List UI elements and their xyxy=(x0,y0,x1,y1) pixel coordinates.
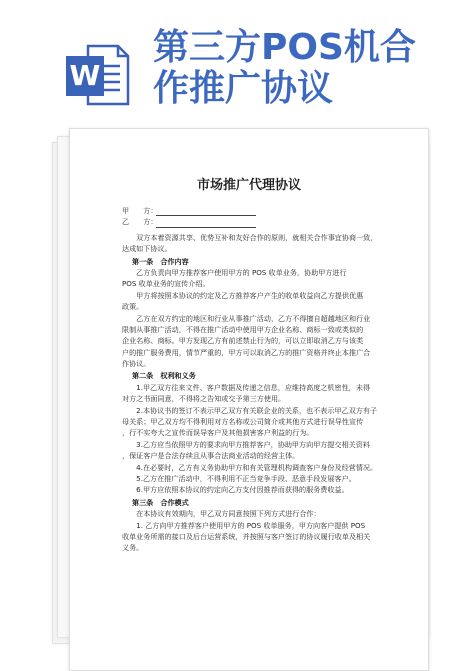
body-line: 收单业务所需的接口及后台运营系统，并按照与客户签订的协议履行收单及相关 xyxy=(122,531,371,541)
body-line: 义务。 xyxy=(122,543,144,553)
party-a-label: 甲 方： xyxy=(122,205,158,215)
document-body xyxy=(122,205,384,554)
banner xyxy=(0,0,474,128)
body-line: 在本协议有效期内，甲乙双方同意按照下列方式进行合作： xyxy=(122,509,321,519)
body-line: 政策。 xyxy=(122,302,144,312)
body-line: 限制从事推广活动，不得在推广活动中使用甲方企业名称、商标一致或类似的 xyxy=(122,324,364,334)
body-line: 母关系；甲乙双方均不得利用对方名称或公司简介或其他方式进行误导性宣传 xyxy=(122,417,364,427)
body-line: 双方本着资源共享、优势互补和友好合作的原则，就相关合作事宜协商一致， xyxy=(122,232,378,242)
word-icon-letter: W xyxy=(69,59,101,92)
banner-title-line-2: 作推广协议 xyxy=(153,68,334,109)
body-line: 达成如下协议。 xyxy=(122,244,172,254)
body-line: 户的推广服务费用，情节严重的，甲方可以取消乙方的推广资格并终止本推广合 xyxy=(122,347,371,357)
section-heading: 第二条 权利和义务 xyxy=(132,371,196,381)
body-line: 2.本协议书的签订不表示甲乙双方有关联企业的关系，也不表示甲乙双方有子 xyxy=(122,405,378,415)
party-a-row xyxy=(122,205,384,216)
banner-title-line-1: 第三方POS机合 xyxy=(153,27,416,68)
party-b-label: 乙 方： xyxy=(122,217,158,227)
body-line: POS 收单业务的宣传介绍。 xyxy=(122,279,210,289)
body-line: 1. 乙方向甲方推荐客户使用甲方的 POS 收单服务，甲方向客户提供 POS xyxy=(122,520,366,530)
body-line: 甲方将按照本协议的约定及乙方推荐客户产生的收单收益向乙方提供优惠 xyxy=(122,290,364,300)
body-line: ，行不实夸大之宣传而误导客户及其他损害客户利益的行为。 xyxy=(122,428,314,438)
document-page xyxy=(69,128,429,671)
body-line: 4.在必要时，乙方有义务协助甲方和有关管理机构调查客户身份及经营情况。 xyxy=(122,462,378,472)
section-heading: 第一条 合作内容 xyxy=(132,256,189,266)
section-heading: 第三条 合作模式 xyxy=(132,497,189,507)
word-document-icon xyxy=(62,40,132,110)
party-b-row xyxy=(122,216,384,227)
body-line: ，保证客户是合法存续且从事合法商业活动的经营主体。 xyxy=(122,451,300,461)
banner-title xyxy=(153,27,458,109)
party-a-blank xyxy=(156,207,256,216)
document-lines xyxy=(122,232,384,554)
body-line: 6.甲方应依照本协议的约定向乙方支付因推荐而获得的服务费收益。 xyxy=(122,485,349,495)
document-title: 市场推广代理协议 xyxy=(196,178,301,193)
body-line: 作协议。 xyxy=(122,359,151,369)
body-line: 5.乙方在推广活动中，不得利用不正当竞争手段、恶意手段发展客户。 xyxy=(122,473,356,483)
body-line: 乙方负责向甲方推荐客户使用甲方的 POS 收单业务，协助甲方进行 xyxy=(122,267,347,277)
body-line: 企业名称、商标。甲方发现乙方有前述禁止行为的，可以立即取消乙方与该类 xyxy=(122,336,364,346)
body-line: 3.乙方应当依照甲方的要求向甲方推荐客户，协助甲方向甲方提交相关资料 xyxy=(122,439,370,449)
body-line: 乙方在双方约定的地区和行业从事推广活动，乙方不得擅自超越地区和行业 xyxy=(122,313,371,323)
body-line: 1.甲乙双方往来文件、客户数据及传递之信息，应维持高度之机密性，未得 xyxy=(122,382,370,392)
party-b-blank xyxy=(156,219,256,228)
body-line: 对方之书面同意，不得将之告知或交予第三方使用。 xyxy=(122,394,286,404)
